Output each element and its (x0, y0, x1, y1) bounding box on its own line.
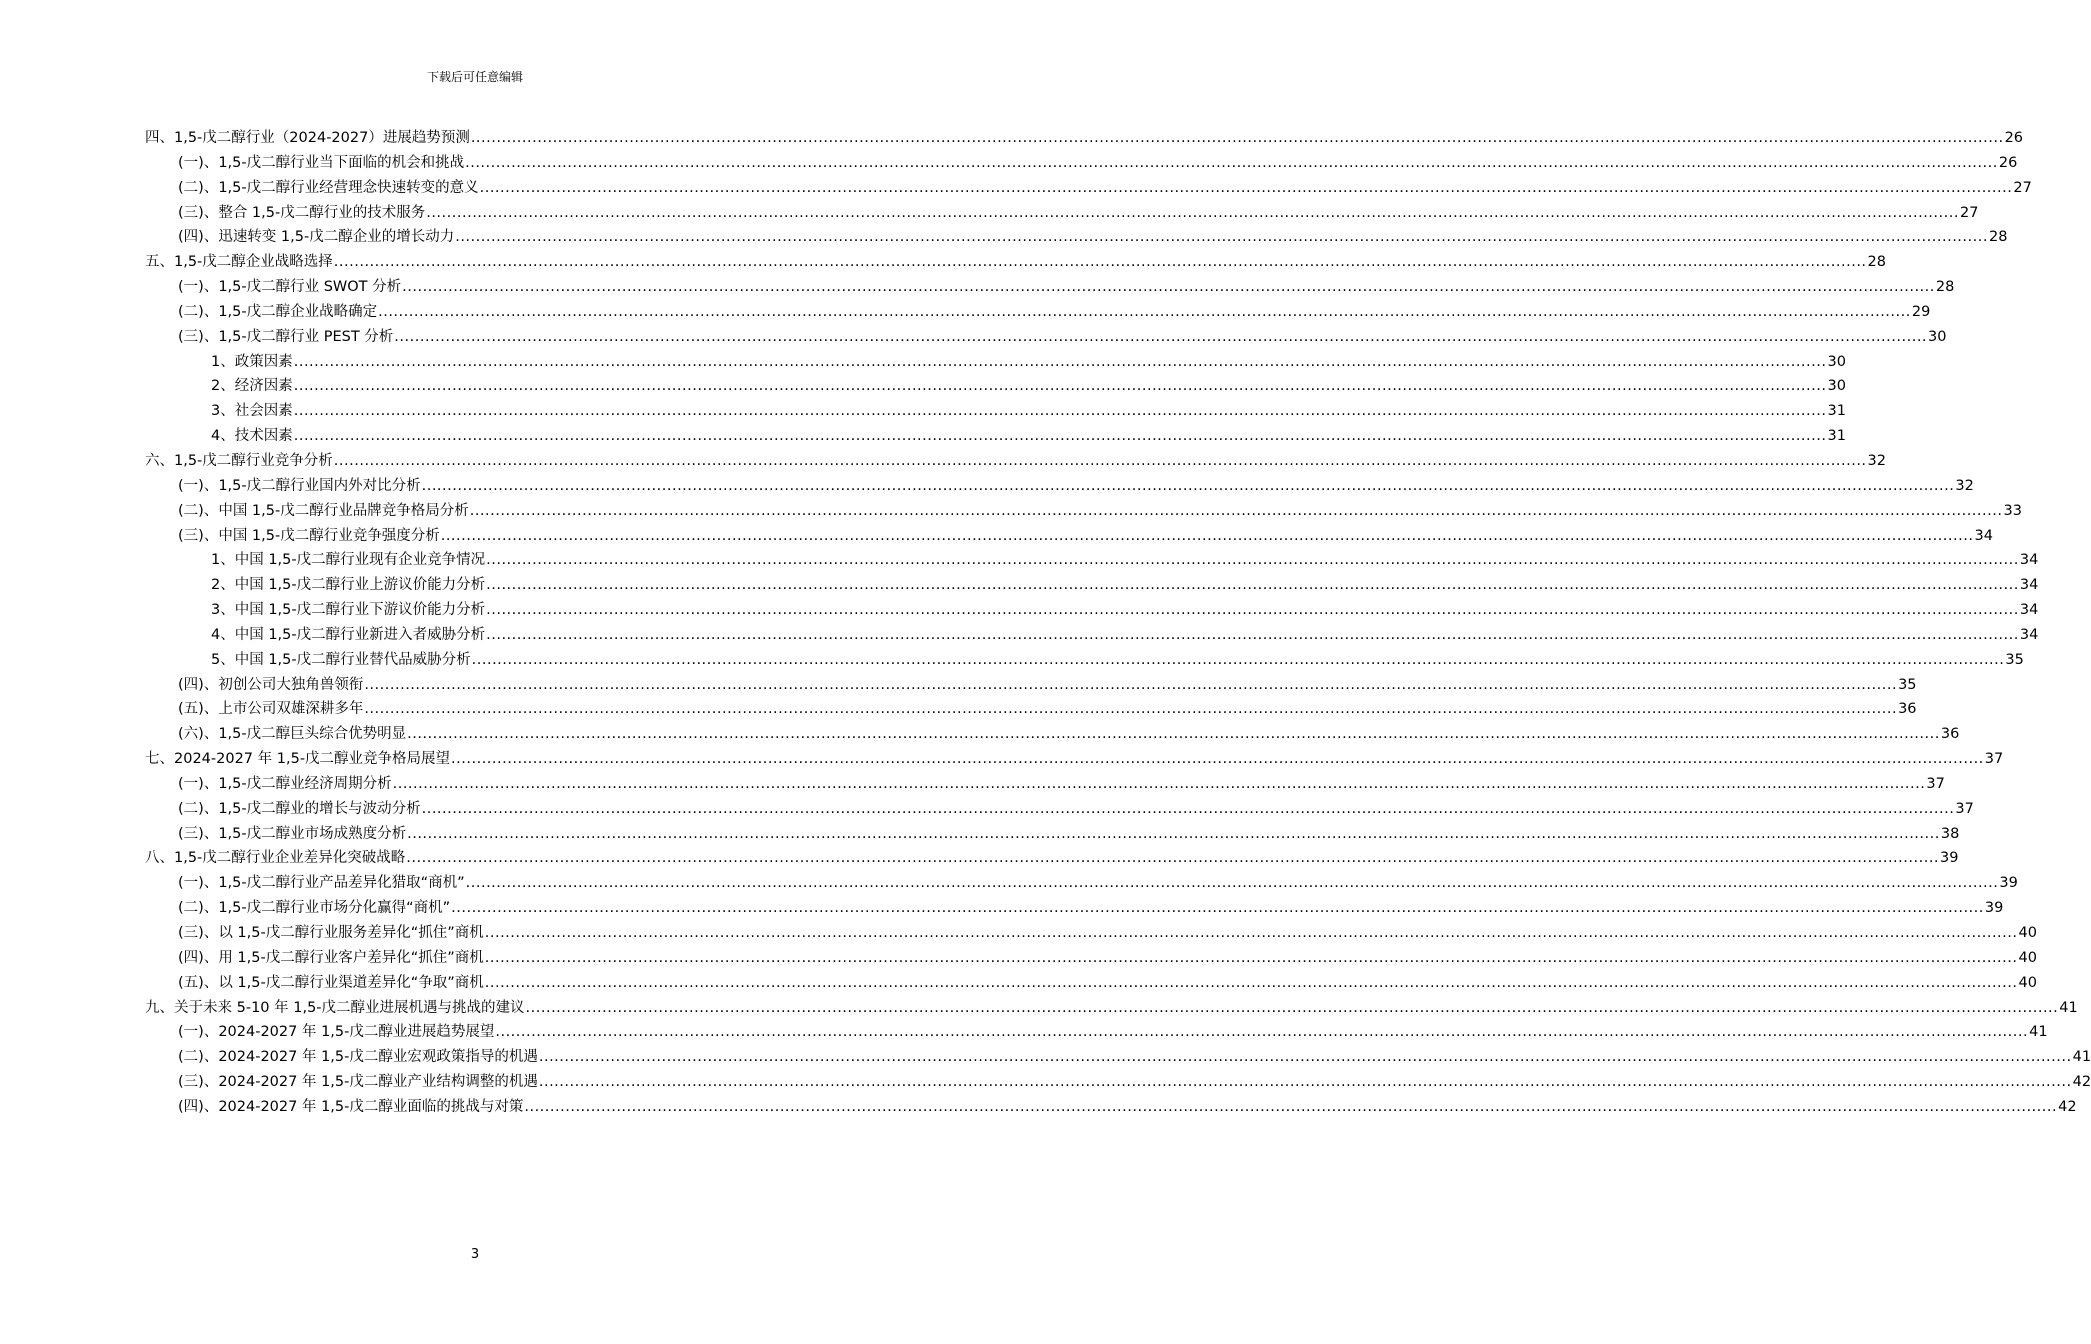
toc-entry-page: 36 (1940, 726, 1960, 743)
toc-entry[interactable] (145, 846, 1959, 871)
toc-entry-page: 39 (1940, 850, 1959, 867)
toc-entry-page: 41 (2059, 999, 2078, 1016)
toc-entry-page: 37 (1984, 751, 2004, 768)
toc-entry-page: 26 (1998, 154, 2018, 171)
toc-entry[interactable] (145, 225, 2008, 250)
toc-dot-leader: ............................................................................................................................................................................................................................................................................................................ (364, 701, 1898, 718)
toc-entry-page: 31 (1827, 403, 1846, 420)
toc-entry[interactable] (145, 747, 2004, 772)
toc-dot-leader: ............................................................................................................................................................................................................................................................................................................ (378, 303, 1911, 320)
toc-entry-page: 35 (1898, 676, 1917, 693)
toc-entry-title: 六、1,5-戊二醇行业竞争分析 (145, 452, 333, 469)
toc-entry[interactable] (145, 1070, 2091, 1095)
toc-dot-leader: ............................................................................................................................................................................................................................................................................................................ (538, 1074, 2072, 1091)
toc-dot-leader: ............................................................................................................................................................................................................................................................................................................ (484, 925, 2018, 941)
toc-dot-leader: ............................................................................................................................................................................................................................................................................................................ (406, 850, 1940, 867)
toc-entry[interactable] (145, 598, 2039, 623)
toc-entry-page: 27 (1959, 204, 1979, 221)
toc-entry[interactable] (145, 499, 2022, 524)
toc-entry-page: 34 (2019, 577, 2039, 594)
toc-entry-page: 42 (2072, 1074, 2091, 1091)
toc-entry[interactable] (145, 250, 1886, 275)
toc-entry-page: 41 (2072, 1049, 2091, 1066)
toc-entry-page: 32 (1955, 477, 1974, 494)
toc-entry-title: 五、1,5-戊二醇企业战略选择 (145, 254, 333, 271)
toc-entry-title: (四)、初创公司大独角兽领衔 (178, 676, 364, 693)
toc-entry[interactable] (145, 424, 1846, 449)
toc-entry-page: 34 (2019, 626, 2039, 643)
toc-dot-leader: ............................................................................................................................................................................................................................................................................................................ (471, 651, 2005, 668)
toc-entry-title: (一)、2024-2027 年 1,5-戊二醇业进展趋势展望 (178, 1024, 495, 1041)
toc-dot-leader: ............................................................................................................................................................................................................................................................................................................ (293, 378, 1827, 395)
toc-entry[interactable] (145, 921, 2037, 946)
toc-dot-leader: ............................................................................................................................................................................................................................................................................................................ (293, 403, 1827, 420)
toc-entry-title: 4、技术因素 (211, 428, 293, 445)
toc-dot-leader: ............................................................................................................................................................................................................................................................................................................ (333, 452, 1867, 469)
toc-dot-leader: ............................................................................................................................................................................................................................................................................................................ (421, 800, 1955, 817)
toc-entry-page: 33 (2003, 502, 2022, 519)
toc-entry[interactable] (145, 275, 1955, 300)
toc-dot-leader: ............................................................................................................................................................................................................................................................................................................ (293, 353, 1827, 370)
toc-entry-page: 40 (2018, 949, 2037, 966)
toc-entry[interactable] (145, 399, 1846, 424)
toc-dot-leader: ............................................................................................................................................................................................................................................................................................................ (451, 751, 1984, 768)
toc-entry-title: 5、中国 1,5-戊二醇行业替代品威胁分析 (211, 651, 471, 668)
toc-entry-page: 34 (2019, 602, 2039, 619)
toc-entry[interactable] (145, 176, 2032, 201)
toc-entry-title: (二)、1,5-戊二醇行业市场分化赢得“商机” (178, 900, 451, 917)
toc-dot-leader: ............................................................................................................................................................................................................................................................................................................ (402, 279, 1935, 296)
toc-dot-leader: ............................................................................................................................................................................................................................................................................................................ (394, 328, 1928, 345)
toc-entry[interactable] (145, 996, 2078, 1021)
toc-entry-page: 31 (1827, 428, 1846, 445)
toc-entry-title: (二)、1,5-戊二醇业的增长与波动分析 (178, 800, 421, 817)
toc-entry-title: (四)、迅速转变 1,5-戊二醇企业的增长动力 (178, 229, 455, 246)
toc-entry-page: 34 (1974, 527, 1993, 544)
toc-dot-leader: ............................................................................................................................................................................................................................................................................................................ (486, 602, 2019, 619)
toc-entry-title: (二)、2024-2027 年 1,5-戊二醇业宏观政策指导的机遇 (178, 1049, 538, 1066)
toc-entry-title: 2、经济因素 (211, 378, 293, 395)
toc-entry-page: 26 (2004, 130, 2024, 146)
toc-dot-leader: ............................................................................................................................................................................................................................................................................................................ (465, 875, 1999, 892)
toc-entry-page: 29 (1911, 303, 1931, 320)
toc-entry[interactable] (145, 548, 2039, 573)
toc-entry[interactable] (145, 524, 1993, 549)
toc-entry-title: (五)、以 1,5-戊二醇行业渠道差异化“争取”商机 (178, 974, 484, 991)
toc-dot-leader: ............................................................................................................................................................................................................................................................................................................ (421, 477, 1955, 494)
toc-dot-leader: ............................................................................................................................................................................................................................................................................................................ (451, 900, 1984, 917)
toc-dot-leader: ............................................................................................................................................................................................................................................................................................................ (392, 775, 1926, 792)
toc-entry[interactable] (145, 946, 2037, 971)
toc-entry[interactable] (145, 449, 1886, 474)
toc-dot-leader: ............................................................................................................................................................................................................................................................................................................ (293, 428, 1827, 445)
toc-entry-title: (二)、1,5-戊二醇企业战略确定 (178, 303, 378, 320)
toc-entry[interactable] (145, 822, 1960, 847)
toc-entry-page: 39 (1999, 875, 2018, 892)
toc-entry-title: 七、2024-2027 年 1,5-戊二醇业竞争格局展望 (145, 751, 451, 768)
toc-entry-title: (一)、1,5-戊二醇行业产品差异化猎取“商机” (178, 875, 465, 892)
table-of-contents (145, 126, 2091, 1120)
toc-entry-title: 八、1,5-戊二醇行业企业差异化突破战略 (145, 850, 406, 867)
toc-entry-title: (三)、2024-2027 年 1,5-戊二醇业产业结构调整的机遇 (178, 1074, 538, 1091)
toc-entry[interactable] (145, 374, 1846, 399)
toc-entry-page: 36 (1898, 701, 1917, 718)
toc-entry[interactable] (145, 573, 2039, 598)
toc-entry[interactable] (145, 474, 1974, 499)
toc-entry-page: 37 (1955, 800, 1974, 817)
toc-entry-page: 40 (2018, 925, 2037, 941)
toc-entry-title: 四、1,5-戊二醇行业（2024-2027）进展趋势预测 (145, 130, 470, 146)
toc-entry[interactable] (145, 1045, 2091, 1070)
toc-dot-leader: ............................................................................................................................................................................................................................................................................................................ (465, 154, 1998, 171)
toc-entry-title: (四)、用 1,5-戊二醇行业客户差异化“抓住”商机 (178, 949, 484, 966)
toc-entry[interactable] (145, 126, 2024, 151)
toc-entry[interactable] (145, 201, 1979, 226)
toc-dot-leader: ............................................................................................................................................................................................................................................................................................................ (407, 825, 1940, 842)
toc-entry-title: (六)、1,5-戊二醇巨头综合优势明显 (178, 726, 407, 743)
toc-entry[interactable] (145, 772, 1945, 797)
toc-entry-title: (三)、中国 1,5-戊二醇行业竞争强度分析 (178, 527, 440, 544)
toc-entry-title: 4、中国 1,5-戊二醇行业新进入者威胁分析 (211, 626, 486, 643)
toc-dot-leader: ............................................................................................................................................................................................................................................................................................................ (440, 527, 1974, 544)
toc-entry-title: (三)、整合 1,5-戊二醇行业的技术服务 (178, 204, 426, 221)
toc-dot-leader: ............................................................................................................................................................................................................................................................................................................ (407, 726, 1940, 743)
toc-dot-leader: ............................................................................................................................................................................................................................................................................................................ (333, 254, 1867, 271)
toc-entry-page: 32 (1867, 452, 1886, 469)
toc-entry-title: (一)、1,5-戊二醇行业当下面临的机会和挑战 (178, 154, 465, 171)
toc-dot-leader: ............................................................................................................................................................................................................................................................................................................ (364, 676, 1898, 693)
toc-dot-leader: ............................................................................................................................................................................................................................................................................................................ (455, 229, 1988, 246)
toc-entry-page: 39 (1984, 900, 2004, 917)
toc-entry-page: 35 (2005, 651, 2024, 668)
toc-entry-title: 1、中国 1,5-戊二醇行业现有企业竞争情况 (211, 552, 486, 569)
toc-dot-leader: ............................................................................................................................................................................................................................................................................................................ (486, 552, 2019, 569)
toc-dot-leader: ............................................................................................................................................................................................................................................................................................................ (525, 999, 2059, 1016)
toc-entry-title: (二)、1,5-戊二醇行业经营理念快速转变的意义 (178, 179, 479, 196)
toc-dot-leader: ............................................................................................................................................................................................................................................................................................................ (479, 179, 2013, 196)
toc-entry-title: (一)、1,5-戊二醇业经济周期分析 (178, 775, 392, 792)
toc-entry-title: (一)、1,5-戊二醇行业国内外对比分析 (178, 477, 421, 494)
toc-entry-page: 28 (1988, 229, 2008, 246)
toc-entry-page: 27 (2013, 179, 2032, 196)
toc-dot-leader: ............................................................................................................................................................................................................................................................................................................ (484, 974, 2018, 991)
toc-entry-title: (一)、1,5-戊二醇行业 SWOT 分析 (178, 279, 402, 296)
toc-entry[interactable] (145, 896, 2004, 921)
toc-entry-title: 九、关于未来 5-10 年 1,5-戊二醇业进展机遇与挑战的建议 (145, 999, 525, 1016)
toc-entry-title: 3、社会因素 (211, 403, 293, 420)
toc-entry-title: (三)、1,5-戊二醇行业 PEST 分析 (178, 328, 394, 345)
toc-entry-title: (三)、1,5-戊二醇业市场成熟度分析 (178, 825, 407, 842)
toc-entry-page: 28 (1867, 254, 1886, 271)
toc-entry[interactable] (145, 797, 1974, 822)
page-header: 下载后可任意编辑 (426, 70, 523, 84)
toc-dot-leader: ............................................................................................................................................................................................................................................................................................................ (486, 577, 2019, 594)
toc-entry-title: 1、政策因素 (211, 353, 293, 370)
toc-entry-title: 3、中国 1,5-戊二醇行业下游议价能力分析 (211, 602, 486, 619)
toc-entry[interactable] (145, 673, 1917, 698)
toc-entry-page: 38 (1940, 825, 1960, 842)
toc-entry-title: 2、中国 1,5-戊二醇行业上游议价能力分析 (211, 577, 486, 594)
toc-dot-leader: ............................................................................................................................................................................................................................................................................................................ (538, 1049, 2072, 1066)
toc-dot-leader: ............................................................................................................................................................................................................................................................................................................ (524, 1098, 2058, 1115)
toc-entry[interactable] (145, 350, 1846, 375)
toc-dot-leader: ............................................................................................................................................................................................................................................................................................................ (469, 502, 2003, 519)
toc-entry[interactable] (145, 648, 2024, 673)
toc-entry-page: 42 (2058, 1098, 2077, 1115)
toc-entry[interactable] (145, 697, 1917, 722)
toc-entry-page: 30 (1827, 378, 1846, 395)
toc-entry-page: 34 (2019, 552, 2039, 569)
toc-entry[interactable] (145, 971, 2037, 996)
toc-dot-leader: ............................................................................................................................................................................................................................................................................................................ (470, 130, 2004, 146)
toc-entry-title: (五)、上市公司双雄深耕多年 (178, 701, 364, 718)
toc-dot-leader: ............................................................................................................................................................................................................................................................................................................ (484, 949, 2018, 966)
page-number: 3 (470, 1247, 480, 1262)
toc-dot-leader: ............................................................................................................................................................................................................................................................................................................ (426, 204, 1959, 221)
toc-entry[interactable] (145, 151, 2018, 176)
toc-entry-page: 37 (1926, 775, 1945, 792)
toc-entry[interactable] (145, 1095, 2077, 1120)
toc-entry-page: 40 (2018, 974, 2037, 991)
toc-entry-page: 28 (1935, 279, 1955, 296)
toc-entry-page: 30 (1827, 353, 1846, 370)
toc-entry-page: 30 (1928, 328, 1947, 345)
toc-dot-leader: ............................................................................................................................................................................................................................................................................................................ (486, 626, 2019, 643)
toc-entry[interactable] (145, 623, 2039, 648)
toc-entry[interactable] (145, 300, 1931, 325)
toc-dot-leader: ............................................................................................................................................................................................................................................................................................................ (495, 1024, 2029, 1041)
toc-entry-title: (二)、中国 1,5-戊二醇行业品牌竞争格局分析 (178, 502, 469, 519)
toc-entry-page: 41 (2029, 1024, 2048, 1041)
toc-entry[interactable] (145, 871, 2018, 896)
toc-entry[interactable] (145, 325, 1947, 350)
toc-entry-title: (四)、2024-2027 年 1,5-戊二醇业面临的挑战与对策 (178, 1098, 524, 1115)
toc-entry[interactable] (145, 1020, 2048, 1045)
toc-entry-title: (三)、以 1,5-戊二醇行业服务差异化“抓住”商机 (178, 925, 484, 941)
toc-entry[interactable] (145, 722, 1960, 747)
